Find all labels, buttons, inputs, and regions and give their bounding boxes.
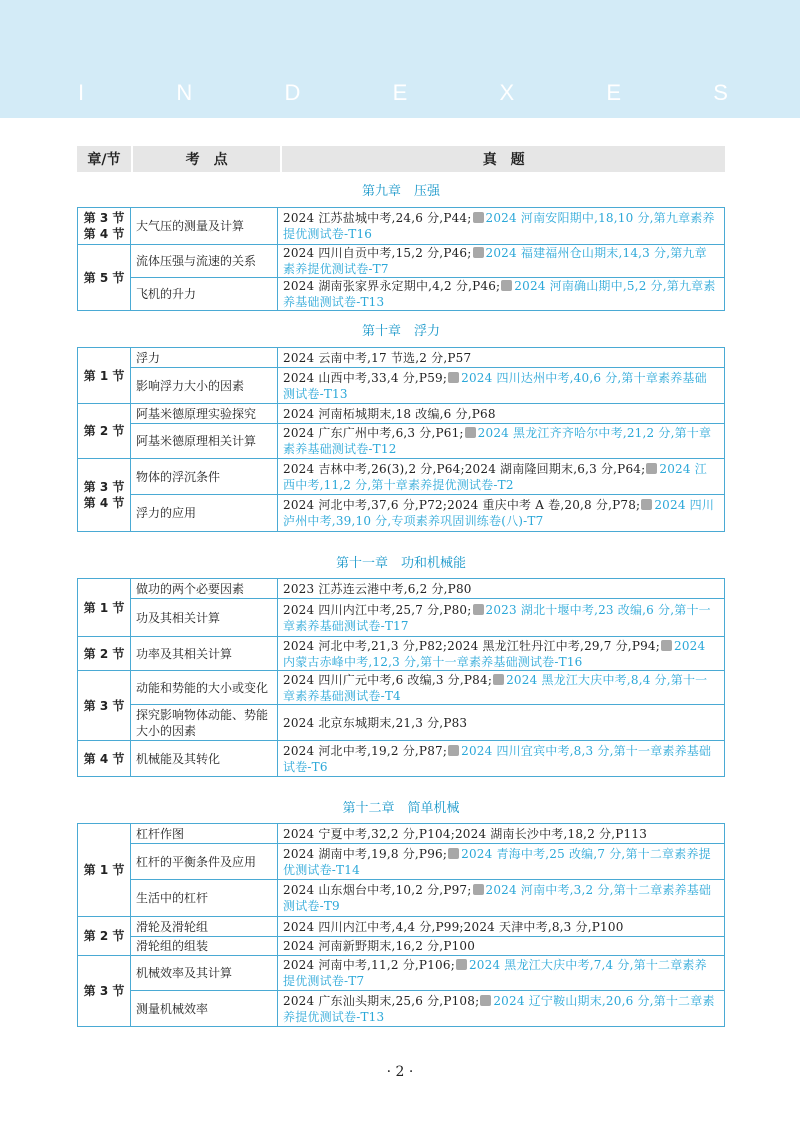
header-banner xyxy=(0,0,800,118)
topic-cell: 滑轮组的组装 xyxy=(131,937,278,956)
topic-cell: 生活中的杠杆 xyxy=(131,880,278,917)
questions-cell xyxy=(278,705,725,741)
exam-reference: 2024 四川广元中考,6 改编,3 分,P84; xyxy=(283,672,493,687)
questions-cell xyxy=(278,637,725,671)
topic-cell: 浮力 xyxy=(131,348,278,368)
test-paper-icon xyxy=(448,372,459,383)
test-paper-icon xyxy=(448,848,459,859)
questions-cell xyxy=(278,937,725,956)
test-paper-icon xyxy=(646,463,657,474)
indexes-watermark: I N D E X E S xyxy=(78,80,728,105)
table-row xyxy=(78,404,725,424)
exam-reference: 2024 四川内江中考,25,7 分,P80; xyxy=(283,602,472,617)
test-paper-icon xyxy=(480,995,491,1006)
questions-cell xyxy=(278,208,725,245)
section-label: 第 1 节 xyxy=(83,600,125,615)
test-paper-reference: 2024 辽宁鞍山期末,20,6 分,第十二章素养提优测试卷-T13 xyxy=(283,993,715,1024)
table-header xyxy=(77,146,725,172)
test-paper-reference: 2024 内蒙古赤峰中考,12,3 分,第十一章素养基础测试卷-T16 xyxy=(283,638,706,669)
exam-reference: 2024 山西中考,33,4 分,P59; xyxy=(283,370,448,385)
exam-reference: 2024 河南中考,11,2 分,P106; xyxy=(283,958,455,972)
table-row xyxy=(78,348,725,368)
topic-cell: 机械效率及其计算 xyxy=(131,956,278,991)
test-paper-reference: 2024 青海中考,25 改编,7 分,第十二章素养提优测试卷-T14 xyxy=(283,846,711,877)
questions-cell xyxy=(278,278,725,311)
table-row xyxy=(78,368,725,404)
exam-reference: 2024 河北中考,21,3 分,P82;2024 黑龙江牡丹江中考,29,7 分,P94; xyxy=(283,638,661,653)
table-row xyxy=(78,278,725,311)
section-number xyxy=(78,956,131,1027)
table-row xyxy=(78,824,725,844)
questions-cell xyxy=(278,991,725,1027)
questions-cell xyxy=(278,495,725,532)
section-label: 第 1 节 xyxy=(83,863,125,877)
topic-cell: 影响浮力大小的因素 xyxy=(131,368,278,404)
test-paper-icon xyxy=(448,745,459,756)
test-paper-reference: 2024 黑龙江大庆中考,8,4 分,第十一章素养基础测试卷-T4 xyxy=(283,672,708,703)
table-row xyxy=(78,579,725,599)
exam-reference: 2024 湖南张家界永定期中,4,2 分,P46; xyxy=(283,279,501,293)
exam-reference: 2024 广东广州中考,6,3 分,P61; xyxy=(283,426,464,440)
table-row xyxy=(78,245,725,278)
test-paper-reference: 2023 湖北十堰中考,23 改编,6 分,第十一章素养基础测试卷-T17 xyxy=(283,602,711,633)
questions-cell xyxy=(278,956,725,991)
questions-cell xyxy=(278,844,725,880)
table-row xyxy=(78,599,725,637)
questions-cell xyxy=(278,917,725,937)
section-number xyxy=(78,917,131,956)
chapter-table xyxy=(77,347,725,532)
exam-reference: 2024 湖南中考,19,8 分,P96; xyxy=(283,846,448,861)
test-paper-icon xyxy=(473,247,484,258)
header-questions: 真 题 xyxy=(282,146,725,172)
topic-cell: 功率及其相关计算 xyxy=(131,637,278,671)
exam-reference: 2024 宁夏中考,32,2 分,P104;2024 湖南长沙中考,18,2 分,P113 xyxy=(283,826,648,841)
table-row xyxy=(78,844,725,880)
chapter-table xyxy=(77,578,725,777)
exam-reference: 2024 北京东城期末,21,3 分,P83 xyxy=(283,715,468,730)
topic-cell: 滑轮及滑轮组 xyxy=(131,917,278,937)
questions-cell xyxy=(278,671,725,705)
section-number xyxy=(78,348,131,404)
table-row xyxy=(78,937,725,956)
section-label: 第 3 节 xyxy=(83,211,125,225)
questions-cell xyxy=(278,459,725,495)
test-paper-icon xyxy=(641,499,652,510)
section-label: 第 5 节 xyxy=(83,270,125,285)
topic-cell: 阿基米德原理实验探究 xyxy=(131,404,278,424)
test-paper-icon xyxy=(493,674,504,685)
questions-cell xyxy=(278,245,725,278)
section-number xyxy=(78,579,131,637)
table-row xyxy=(78,880,725,917)
table-row xyxy=(78,917,725,937)
exam-reference: 2023 江苏连云港中考,6,2 分,P80 xyxy=(283,581,472,596)
section-label: 第 3 节 xyxy=(83,698,125,713)
exam-reference: 2024 河南柘城期末,18 改编,6 分,P68 xyxy=(283,406,496,421)
topic-cell: 探究影响物体动能、势能大小的因素 xyxy=(131,705,278,741)
exam-reference: 2024 四川自贡中考,15,2 分,P46; xyxy=(283,246,472,260)
section-label: 第 2 节 xyxy=(83,929,125,943)
exam-reference: 2024 吉林中考,26(3),2 分,P64;2024 湖南隆回期末,6,3 分,P64; xyxy=(283,461,646,476)
questions-cell xyxy=(278,368,725,404)
test-paper-icon xyxy=(465,427,476,438)
test-paper-icon xyxy=(473,212,484,223)
test-paper-icon xyxy=(473,884,484,895)
exam-reference: 2024 四川内江中考,4,4 分,P99;2024 天津中考,8,3 分,P100 xyxy=(283,919,624,934)
chapter-title: 第十一章 功和机械能 xyxy=(335,556,466,571)
test-paper-reference: 2024 河南中考,3,2 分,第十二章素养基础测试卷-T9 xyxy=(283,883,712,913)
section-number xyxy=(78,208,131,245)
section-number xyxy=(78,245,131,311)
test-paper-reference: 2024 江西中考,11,2 分,第十章素养提优测试卷-T2 xyxy=(283,461,707,492)
test-paper-reference: 2024 四川宜宾中考,8,3 分,第十一章素养基础试卷-T6 xyxy=(283,743,712,774)
exam-reference: 2024 江苏盐城中考,24,6 分,P44; xyxy=(283,211,472,225)
section-label: 第 3 节 xyxy=(83,480,125,494)
topic-cell: 测量机械效率 xyxy=(131,991,278,1027)
test-paper-reference: 2024 河南安阳期中,18,10 分,第九章素养提优测试卷-T16 xyxy=(283,211,715,241)
topic-cell: 阿基米德原理相关计算 xyxy=(131,424,278,459)
questions-cell xyxy=(278,404,725,424)
topic-cell: 流体压强与流速的关系 xyxy=(131,245,278,278)
section-number xyxy=(78,741,131,777)
exam-reference: 2024 河南新野期末,16,2 分,P100 xyxy=(283,939,476,953)
questions-cell xyxy=(278,741,725,777)
table-row xyxy=(78,459,725,495)
questions-cell xyxy=(278,348,725,368)
section-number xyxy=(78,404,131,459)
questions-cell xyxy=(278,599,725,637)
test-paper-reference: 2024 福建福州仓山期末,14,3 分,第九章素养提优测试卷-T7 xyxy=(283,246,707,276)
page-number: · 2 · xyxy=(386,1064,414,1080)
test-paper-reference: 2024 四川泸州中考,39,10 分,专项素养巩固训练卷(八)-T7 xyxy=(283,498,715,528)
table-row xyxy=(78,671,725,705)
test-paper-icon xyxy=(661,640,672,651)
section-label: 第 2 节 xyxy=(83,646,125,661)
exam-reference: 2024 河北中考,19,2 分,P87; xyxy=(283,743,448,758)
test-paper-icon xyxy=(501,280,512,291)
header-topic: 考 点 xyxy=(133,146,281,172)
section-label: 第 3 节 xyxy=(83,984,125,998)
test-paper-icon xyxy=(456,959,467,970)
test-paper-reference: 2024 黑龙江大庆中考,7,4 分,第十二章素养提优测试卷-T7 xyxy=(283,958,707,988)
exam-reference: 2024 广东汕头期末,25,6 分,P108; xyxy=(283,993,480,1008)
section-label: 第 4 节 xyxy=(83,496,125,510)
questions-cell xyxy=(278,824,725,844)
exam-reference: 2024 河北中考,37,6 分,P72;2024 重庆中考 A 卷,20,8 分,P78; xyxy=(283,498,641,512)
topic-cell: 做功的两个必要因素 xyxy=(131,579,278,599)
test-paper-reference: 2024 黑龙江齐齐哈尔中考,21,2 分,第十章素养基础测试卷-T12 xyxy=(283,426,712,456)
section-label: 第 4 节 xyxy=(83,227,125,241)
chapter-table xyxy=(77,207,725,311)
test-paper-reference: 2024 河南确山期中,5,2 分,第九章素养基础测试卷-T13 xyxy=(283,279,716,309)
topic-cell: 动能和势能的大小或变化 xyxy=(131,671,278,705)
table-row xyxy=(78,705,725,741)
section-number xyxy=(78,824,131,917)
exam-reference: 2024 山东烟台中考,10,2 分,P97; xyxy=(283,883,472,897)
table-row xyxy=(78,991,725,1027)
chapter-title: 第十章 浮力 xyxy=(361,324,440,339)
section-number xyxy=(78,637,131,671)
header-chapter-section: 章/节 xyxy=(77,146,131,172)
topic-cell: 杠杆作图 xyxy=(131,824,278,844)
exam-reference: 2024 云南中考,17 节选,2 分,P57 xyxy=(283,350,472,365)
chapter-title: 第九章 压强 xyxy=(361,184,440,199)
section-label: 第 2 节 xyxy=(83,424,125,438)
table-row xyxy=(78,208,725,245)
topic-cell: 机械能及其转化 xyxy=(131,741,278,777)
topic-cell: 飞机的升力 xyxy=(131,278,278,311)
questions-cell xyxy=(278,579,725,599)
section-label: 第 4 节 xyxy=(83,751,125,766)
questions-cell xyxy=(278,424,725,459)
topic-cell: 浮力的应用 xyxy=(131,495,278,532)
topic-cell: 大气压的测量及计算 xyxy=(131,208,278,245)
questions-cell xyxy=(278,880,725,917)
table-row xyxy=(78,495,725,532)
section-label: 第 1 节 xyxy=(83,368,125,383)
chapter-table xyxy=(77,823,725,1027)
section-number xyxy=(78,671,131,741)
section-number xyxy=(78,459,131,532)
test-paper-reference: 2024 四川达州中考,40,6 分,第十章素养基础测试卷-T13 xyxy=(283,370,707,401)
topic-cell: 功及其相关计算 xyxy=(131,599,278,637)
test-paper-icon xyxy=(473,604,484,615)
table-row xyxy=(78,956,725,991)
table-row xyxy=(78,424,725,459)
table-row xyxy=(78,637,725,671)
table-row xyxy=(78,741,725,777)
topic-cell: 杠杆的平衡条件及应用 xyxy=(131,844,278,880)
chapter-title: 第十二章 简单机械 xyxy=(342,801,460,816)
topic-cell: 物体的浮沉条件 xyxy=(131,459,278,495)
